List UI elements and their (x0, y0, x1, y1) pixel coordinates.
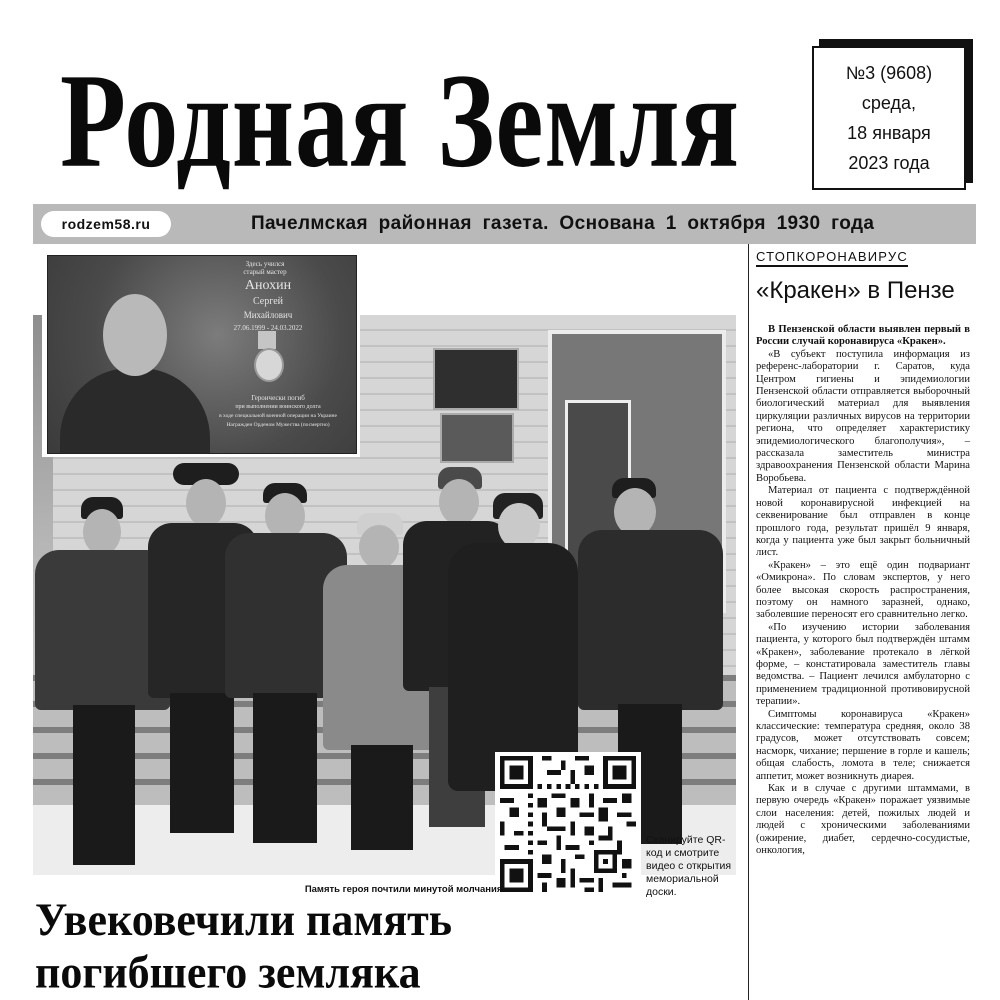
plaque-line2: при выполнении воинского долга (235, 404, 321, 410)
newspaper-tagline: Пачелмская районная газета. Основана 1 октября 1930 года (251, 213, 875, 234)
order-of-courage-icon (254, 348, 284, 382)
issue-weekday: среда, (861, 93, 917, 113)
plaque-surname: Анохин (244, 278, 292, 293)
article-paragraph-6: Как и в случае с другими штаммами, в первую очередь «Кракен» поражает уязвимые слои населения: детей, пожилых людей и людей с хроническими заболеваниями (ожирение, диабет, сердечно-сосудистые, онкология, (756, 783, 970, 857)
newspaper-masthead: Родная Земля (60, 47, 740, 196)
school-sign (433, 348, 519, 410)
website-link[interactable]: rodzem58.ru (41, 211, 171, 237)
article-rubric: СТОПКОРОНАВИРУС (756, 249, 908, 267)
plaque-dates: 27.06.1999 - 24.03.2022 (233, 324, 303, 332)
issue-year: 2023 года (848, 153, 930, 173)
side-article-column (748, 244, 975, 1000)
qr-instruction-text: Сканируйте QR-код и смотрите видео с открытия мемориальной доски. (646, 834, 732, 898)
qr-code-icon (499, 756, 637, 892)
article-paragraph-2: Материал от пациента с подтверждённой новой коронавирусной инфекцией на секвенирование был отправлен в конце прошлого года, результат пришёл 9 января, когда у пациента уже был закрыт больничный лист. (756, 485, 970, 559)
issue-date: 18 января (847, 123, 931, 143)
small-memorial-plaque (440, 413, 514, 463)
headline-line-2: погибшего земляка (35, 946, 421, 998)
article-paragraph-1: «В субъект поступила информация из референс-лаборатории г. Саратов, куда Центром гигиены и эпидемиологии Пензенской области отправляется выборочный биологический материал для выявления циркуляции различных вирусов на территории региона, что определяет характеристику эпидемиологического благополучия», – рассказала заместитель министра здравоохранения Пензенской области Марина Воробьева. (756, 348, 970, 484)
plaque-award: Награжден Орденом Мужества (посмертно) (226, 422, 330, 428)
headline-line-1: Увековечили память (35, 894, 453, 946)
memorial-plaque (47, 255, 357, 454)
medal-ribbon (258, 331, 276, 349)
portrait-face (103, 294, 167, 376)
plaque-name: Сергей (253, 296, 283, 307)
plaque-small-label: Здесь учился старый мастер (243, 260, 287, 276)
plaque-line1: Героически погиб (251, 394, 305, 402)
article-lead: В Пензенской области выявлен первый в России случай коронавируса «Кракен». (756, 324, 970, 348)
portrait-uniform (60, 368, 210, 453)
video-qr-code[interactable] (495, 752, 641, 896)
article-title: «Кракен» в Пензе (756, 277, 955, 304)
main-headline (35, 894, 735, 999)
article-paragraph-4: «По изучению истории заболевания пациента, у которого был подтверждён штамм «Кракен», заболевание протекало в лёгкой форме, – констатировала заместитель главы ведомства. – Пациент лечился амбулаторно с применением традиционной противовирусной терапии». (756, 621, 970, 708)
plaque-patronymic: Михайлович (243, 310, 293, 320)
issue-number: №3 (9608) (845, 63, 933, 83)
photo-caption: Память героя почтили минутой молчания. (304, 884, 505, 895)
memorial-plaque-inset (42, 250, 360, 457)
article-body (756, 324, 970, 857)
issue-info-box (812, 46, 966, 190)
plaque-line3: в ходе специальной военной операции на Украине (219, 413, 337, 419)
header-banner (33, 204, 976, 244)
article-paragraph-3: «Кракен» – это ещё один подвариант «Омикрона». По словам экспертов, у него более высокая скорость распространения, поэтому он намного заразней, однако, заболевшие переносят его сравнительно легко. (756, 559, 970, 621)
article-paragraph-5: Симптомы коронавируса «Кракен» классические: температура средняя, около 38 градусов, может отсутствовать совсем; насморк, чихание; першение в горле и кашель; общая слабость, ломота в теле; снижается аппетит, может возникнуть диарея. (756, 708, 970, 782)
